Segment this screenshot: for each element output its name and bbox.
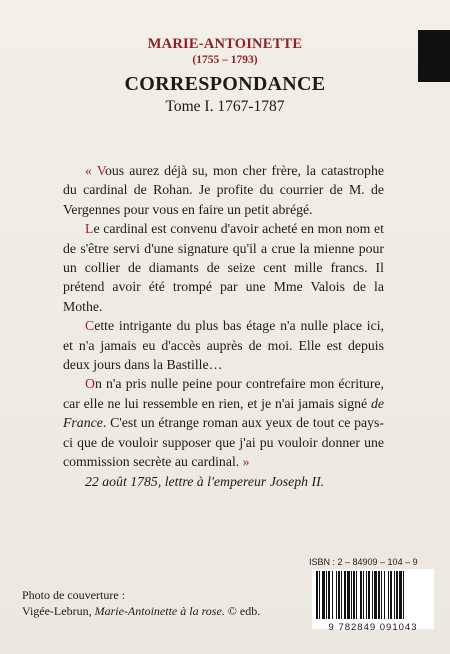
- barcode-bar: [326, 571, 327, 619]
- barcode-bar: [366, 571, 367, 619]
- paragraph-1: [63, 161, 384, 219]
- drop-initial: L: [85, 221, 94, 237]
- credit-suffix: . © edb.: [221, 604, 261, 618]
- barcode-bar: [399, 571, 402, 619]
- barcode-bar: [372, 571, 373, 619]
- header: [0, 36, 450, 116]
- barcode-bar: [368, 571, 370, 619]
- barcode-bar: [336, 571, 337, 619]
- close-quote: »: [239, 454, 250, 470]
- letter-excerpt: [63, 161, 384, 491]
- barcode-bar: [316, 571, 318, 619]
- barcode-bar: [338, 571, 340, 619]
- barcode-bars: [312, 569, 434, 621]
- paragraph-text: ous aurez déjà su, mon cher frère, la catastrophe du cardinal de Rohan. Je profite du courrier de M. de Vergennes pour vous en faire un petit abrégé.: [63, 163, 384, 217]
- barcode: [312, 569, 434, 629]
- paragraph-text: n n'a pris nulle peine pour contrefaire mon écriture, car elle ne lui ressemble en rien, et je n'ai jamais signé: [63, 376, 384, 411]
- credit-artist: Vigée-Lebrun,: [22, 604, 95, 618]
- credit-work: Marie-Antoinette à la rose: [94, 604, 222, 618]
- barcode-bar: [332, 571, 333, 619]
- credit-line: [22, 603, 302, 619]
- barcode-bar: [356, 571, 357, 619]
- barcode-bar: [378, 571, 380, 619]
- paragraph-text: ette intrigante du plus bas étage n'a nulle place ici, et n'a jamais eu d'accès auprès de moi. Elle est depuis deux jours dans la Bastille…: [63, 318, 384, 373]
- photo-credit: [22, 587, 302, 619]
- barcode-bar: [384, 571, 385, 619]
- paragraph-text: . C'est un étrange roman aux yeux de tout ce pays-ci que de vouloir supposer que j'ai pu vouloir donner une commission secrète au cardinal.: [63, 415, 384, 470]
- paragraph-2: [63, 219, 384, 316]
- barcode-bar: [381, 571, 382, 619]
- barcode-bar: [374, 571, 377, 619]
- drop-initial: O: [85, 376, 95, 392]
- drop-initial: V: [96, 163, 105, 178]
- barcode-bar: [396, 571, 398, 619]
- book-title: CORRESPONDANCE: [124, 73, 326, 95]
- barcode-bar: [328, 571, 330, 619]
- barcode-bar: [322, 571, 325, 619]
- barcode-bar: [403, 571, 404, 619]
- barcode-bar: [360, 571, 362, 619]
- credit-label: Photo de couverture :: [22, 588, 125, 602]
- barcode-bar: [341, 571, 342, 619]
- barcode-bar: [351, 571, 352, 619]
- paragraph-4: [63, 374, 384, 471]
- letter-signature: 22 août 1785, lettre à l'empereur Joseph II.: [85, 473, 325, 489]
- barcode-bar: [388, 571, 389, 619]
- isbn-label: ISBN : 2 – 84909 – 104 – 9: [309, 557, 418, 567]
- book-subtitle: Tome I. 1767-1787: [165, 98, 285, 115]
- barcode-bar: [363, 571, 364, 619]
- drop-initial: C: [85, 318, 95, 334]
- barcode-bar: [344, 571, 346, 619]
- author-name: MARIE-ANTOINETTE: [147, 36, 303, 52]
- paragraph-text: e cardinal est convenu d'avoir acheté en mon nom et de s'être servi d'une signature qu'il a crue la mienne pour un collier de diamants de seize cent mille francs. Il prétend avoir été trompé par une Mme Valois de la Mothe.: [63, 221, 384, 314]
- barcode-bar: [353, 571, 355, 619]
- italic-phrase: de France: [63, 395, 384, 431]
- barcode-bar: [347, 571, 350, 619]
- barcode-bar: [390, 571, 392, 619]
- barcode-bar: [394, 571, 395, 619]
- author-dates: (1755 – 1793): [192, 54, 258, 66]
- barcode-number: 9 782849 091043: [328, 622, 418, 633]
- barcode-bar: [319, 571, 320, 619]
- paragraph-3: [63, 316, 384, 374]
- open-quote: «: [85, 163, 97, 178]
